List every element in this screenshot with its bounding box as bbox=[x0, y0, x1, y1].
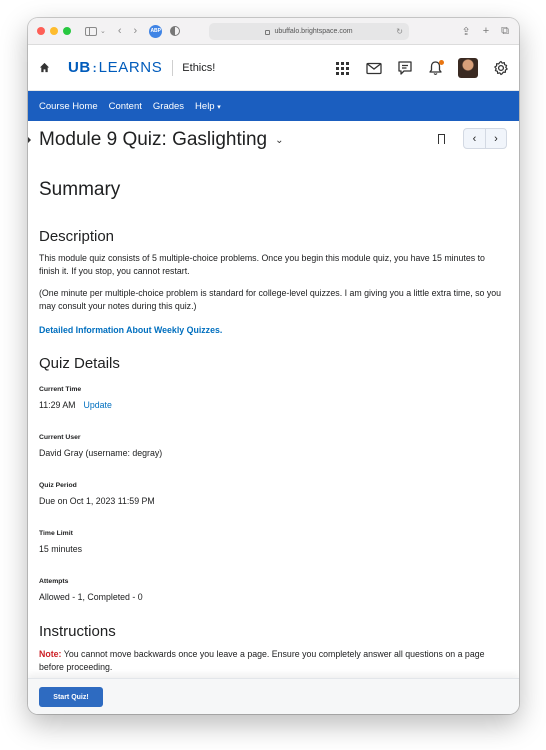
collapse-side-panel-icon[interactable] bbox=[28, 137, 31, 143]
logo-ub-text: UB bbox=[68, 59, 91, 76]
bottom-action-bar bbox=[28, 678, 519, 714]
url-text: ubuffalo.brightspace.com bbox=[274, 28, 353, 35]
new-tab-icon[interactable]: + bbox=[482, 25, 490, 37]
notification-badge bbox=[439, 60, 444, 65]
chevron-down-icon: ▾ bbox=[217, 103, 221, 111]
nav-course-home[interactable]: Course Home bbox=[39, 100, 98, 112]
page-title: Module 9 Quiz: Gaslighting bbox=[39, 129, 268, 150]
attempts-value: Allowed - 1, Completed - 0 bbox=[39, 592, 143, 602]
course-navbar bbox=[28, 91, 519, 121]
settings-gear-icon[interactable] bbox=[492, 60, 509, 77]
header-divider bbox=[172, 60, 173, 76]
nav-help-menu[interactable] bbox=[195, 101, 221, 112]
topic-nav-buttons bbox=[463, 128, 507, 149]
title-dropdown-icon[interactable]: ⌄ bbox=[275, 134, 284, 146]
summary-heading: Summary bbox=[39, 179, 121, 200]
logo-separator: : bbox=[92, 61, 97, 75]
start-quiz-button[interactable]: Start Quiz! bbox=[39, 687, 103, 707]
current-time-value-row bbox=[39, 400, 507, 410]
time-limit-label: Time Limit bbox=[39, 530, 73, 537]
current-user-value: David Gray (username: degray) bbox=[39, 448, 163, 458]
current-user-label: Current User bbox=[39, 434, 81, 441]
next-topic-button[interactable]: › bbox=[485, 129, 506, 148]
time-limit-detail bbox=[39, 530, 507, 554]
chevron-down-icon: ⌄ bbox=[100, 27, 106, 35]
ub-learns-logo[interactable] bbox=[68, 59, 162, 76]
instructions-heading: Instructions bbox=[39, 623, 116, 640]
description-heading: Description bbox=[39, 228, 115, 245]
close-window-button[interactable] bbox=[37, 27, 45, 35]
quiz-period-detail bbox=[39, 482, 507, 506]
sidebar-icon bbox=[85, 27, 97, 36]
time-limit-value: 15 minutes bbox=[39, 544, 83, 554]
user-avatar[interactable] bbox=[458, 58, 478, 78]
attempts-detail bbox=[39, 578, 507, 602]
chat-icon[interactable] bbox=[396, 60, 413, 77]
quiz-period-value: Due on Oct 1, 2023 11:59 PM bbox=[39, 496, 155, 506]
note-text: You cannot move backwards once you leave a page. Ensure you completely answer all questions on a page before proceeding. bbox=[39, 649, 485, 672]
share-icon[interactable]: ⇪ bbox=[461, 25, 471, 38]
tab-overview-icon[interactable]: ⧉ bbox=[501, 24, 509, 37]
window-controls bbox=[37, 27, 71, 35]
current-time-detail bbox=[39, 386, 507, 410]
notification-bell-icon[interactable] bbox=[427, 60, 444, 77]
browser-window bbox=[28, 18, 519, 714]
description-paragraph-2: (One minute per multiple-choice problem is standard for college-level quizzes. I am giving you a little extra time, so you may consult your notes during this quiz.) bbox=[39, 288, 502, 311]
adblock-extension-icon[interactable]: ABP bbox=[149, 25, 162, 38]
course-selector-grid-icon[interactable] bbox=[334, 60, 351, 77]
browser-toolbar bbox=[28, 18, 519, 45]
quiz-details-heading: Quiz Details bbox=[39, 355, 120, 372]
previous-topic-button[interactable]: ‹ bbox=[472, 132, 477, 145]
instructions-note bbox=[39, 648, 507, 674]
address-bar[interactable] bbox=[209, 23, 409, 40]
course-name[interactable]: Ethics! bbox=[182, 61, 216, 74]
reload-icon[interactable]: ↻ bbox=[396, 27, 403, 36]
nav-content[interactable]: Content bbox=[108, 100, 142, 112]
attempts-label: Attempts bbox=[39, 578, 69, 585]
current-time-value: 11:29 AM bbox=[39, 400, 76, 410]
description-paragraph-1: This module quiz consists of 5 multiple-choice problems. Once you begin this module quiz, you have 15 minutes to finish it. If you stop, you cannot restart. bbox=[39, 253, 485, 276]
site-header bbox=[28, 45, 519, 91]
bookmark-icon[interactable] bbox=[438, 134, 445, 144]
back-button[interactable]: ‹ bbox=[117, 24, 122, 37]
logo-learns-text: LEARNS bbox=[98, 59, 163, 76]
forward-button[interactable]: › bbox=[133, 24, 138, 37]
home-icon[interactable] bbox=[38, 62, 50, 74]
main-content bbox=[28, 121, 519, 714]
minimize-window-button[interactable] bbox=[50, 27, 58, 35]
update-time-link[interactable]: Update bbox=[83, 400, 112, 410]
weekly-quizzes-info-link[interactable]: Detailed Information About Weekly Quizzes. bbox=[39, 325, 223, 335]
quiz-period-label: Quiz Period bbox=[39, 482, 77, 489]
nav-help-label: Help bbox=[195, 100, 215, 112]
sidebar-toggle-button[interactable] bbox=[85, 27, 106, 36]
current-time-label: Current Time bbox=[39, 386, 82, 393]
lock-icon bbox=[265, 30, 270, 35]
privacy-shield-icon[interactable] bbox=[170, 26, 180, 36]
zoom-window-button[interactable] bbox=[63, 27, 71, 35]
mail-icon[interactable] bbox=[365, 60, 382, 77]
note-label: Note: bbox=[39, 649, 62, 659]
current-user-detail bbox=[39, 434, 507, 458]
nav-grades[interactable]: Grades bbox=[152, 100, 185, 112]
